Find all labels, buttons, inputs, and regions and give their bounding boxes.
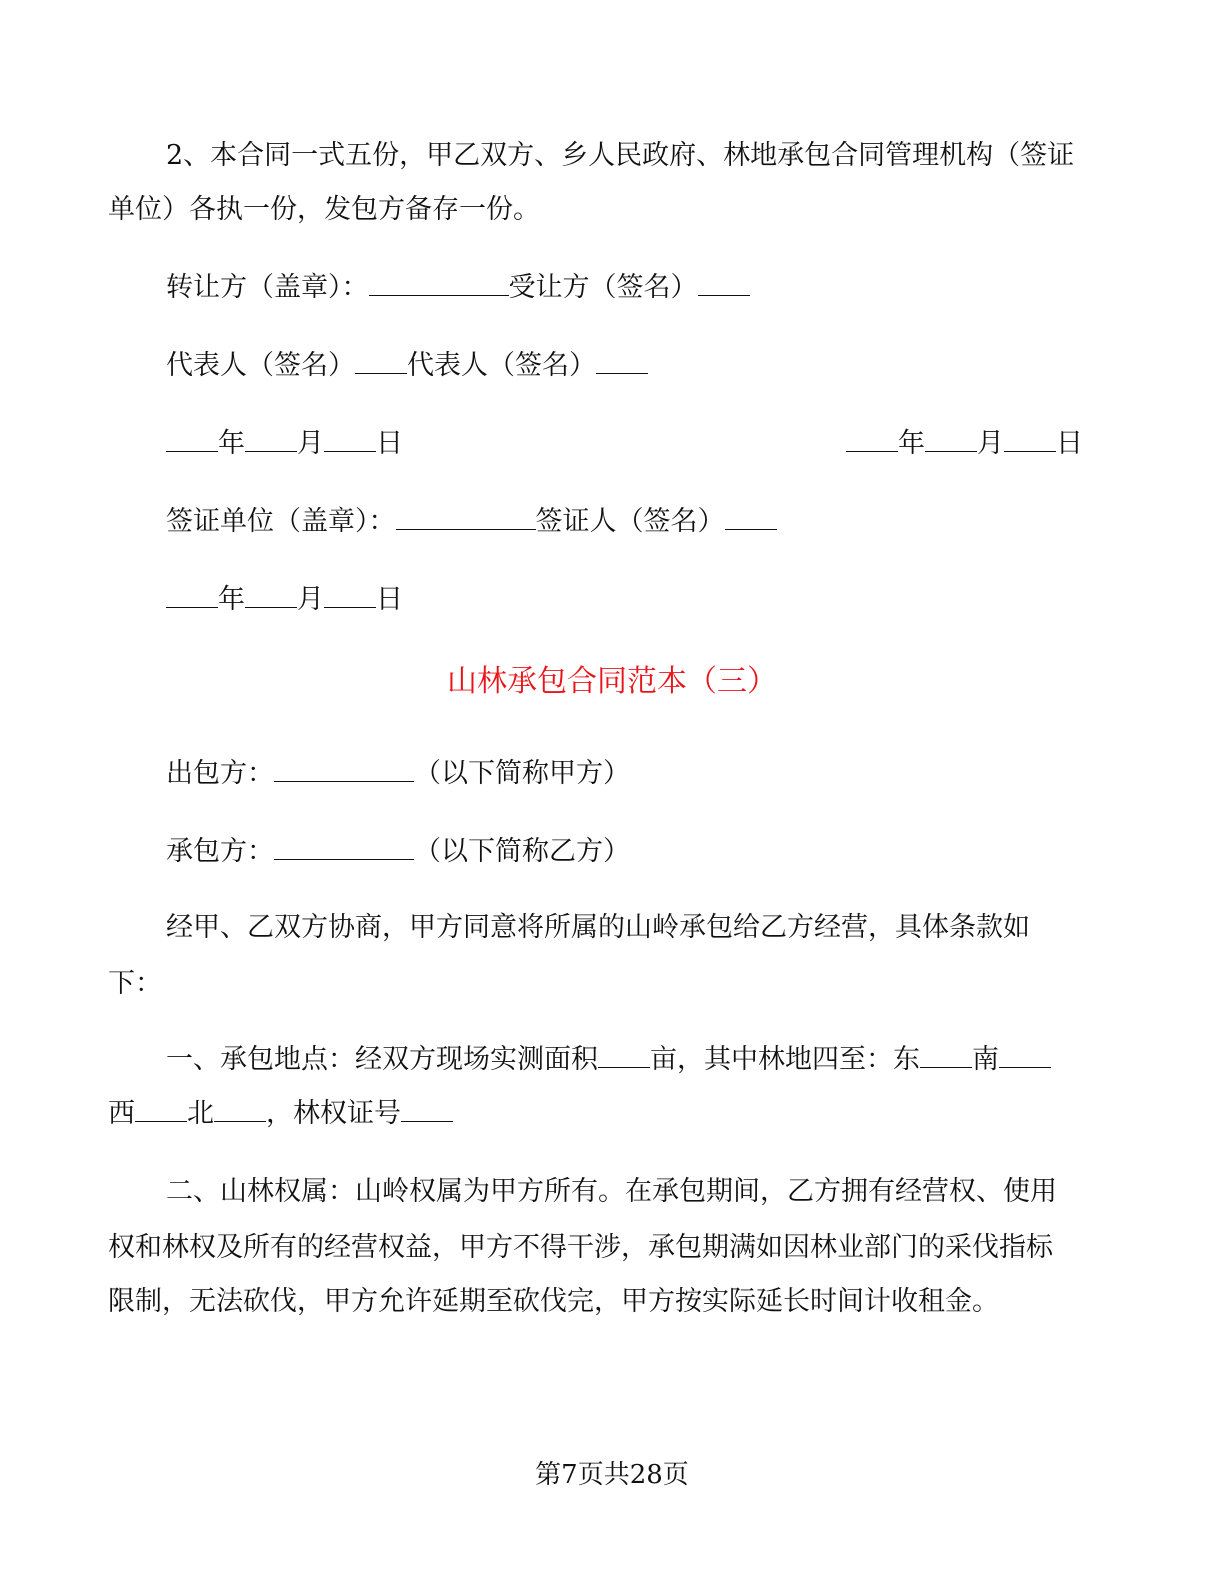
clause-text: 一、承包地点：经双方现场实测面积 xyxy=(166,1044,598,1075)
day-label: 日 xyxy=(376,428,403,459)
blank-field xyxy=(166,429,218,452)
blank-field xyxy=(999,1045,1051,1068)
section-heading: 山林承包合同范本（三） xyxy=(447,664,777,699)
blank-field xyxy=(846,429,898,452)
contractor-label: 承包方： xyxy=(166,836,274,867)
paragraph-text: 经甲、乙双方协商，甲方同意将所属的山岭承包给乙方经营，具体条款如 xyxy=(166,912,1030,943)
paragraph-copies-line-2 xyxy=(108,194,540,226)
clause-text: 南 xyxy=(972,1044,999,1075)
intro-line-1 xyxy=(166,912,1030,944)
cert-person-label: 签证人（签名） xyxy=(535,506,725,537)
cert-unit-label: 签证单位（盖章）： xyxy=(166,506,396,537)
year-label: 年 xyxy=(218,584,245,615)
blank-field xyxy=(274,759,414,782)
blank-field xyxy=(245,429,297,452)
blank-field xyxy=(166,585,218,608)
date-line-cert xyxy=(166,584,403,616)
blank-field xyxy=(369,273,509,296)
blank-field xyxy=(135,1099,187,1122)
clause-text: 二、山林权属：山岭权属为甲方所有。在承包期间，乙方拥有经营权、使用 xyxy=(166,1176,1057,1207)
page-number-footer: 第7页共28页 xyxy=(535,1460,689,1490)
clause-text: ，林权证号 xyxy=(266,1098,401,1129)
blank-field xyxy=(925,429,977,452)
blank-field xyxy=(245,585,297,608)
clause-text: 限制，无法砍伐，甲方允许延期至砍伐完，甲方按实际延长时间计收租金。 xyxy=(108,1286,999,1317)
blank-field xyxy=(324,585,376,608)
date-line-right xyxy=(846,428,1083,460)
paragraph-text: 单位）各执一份，发包方备存一份。 xyxy=(108,194,540,225)
blank-field xyxy=(1004,429,1056,452)
paragraph-text: 下： xyxy=(108,968,162,999)
clause-text: 权和林权及所有的经营权益，甲方不得干涉，承包期满如因林业部门的采伐指标 xyxy=(108,1232,1053,1263)
month-label: 月 xyxy=(297,428,324,459)
blank-field xyxy=(396,507,536,530)
representative-line xyxy=(166,350,648,382)
clause-2-line-2 xyxy=(108,1232,1053,1264)
blank-field xyxy=(596,351,648,374)
year-label: 年 xyxy=(898,428,925,459)
clause-1-line-2 xyxy=(108,1098,453,1130)
representative-label: 代表人（签名） xyxy=(166,350,355,381)
paragraph-copies-line-1 xyxy=(166,140,1074,172)
contractor-line xyxy=(166,836,630,868)
signature-transferor-line xyxy=(166,272,750,304)
issuer-suffix: （以下简称甲方） xyxy=(414,758,630,789)
day-label: 日 xyxy=(376,584,403,615)
clause-1-line-1 xyxy=(166,1044,1051,1076)
blank-field xyxy=(920,1045,972,1068)
blank-field xyxy=(725,507,777,530)
representative-label: 代表人（签名） xyxy=(407,350,596,381)
month-label: 月 xyxy=(977,428,1004,459)
transferor-label: 转让方（盖章）： xyxy=(166,272,369,303)
blank-field xyxy=(598,1045,650,1068)
transferee-label: 受让方（签名） xyxy=(508,272,698,303)
issuer-label: 出包方： xyxy=(166,758,274,789)
paragraph-text: 2、本合同一式五份，甲乙双方、乡人民政府、林地承包合同管理机构（签证 xyxy=(166,140,1075,171)
blank-field xyxy=(355,351,407,374)
day-label: 日 xyxy=(1056,428,1083,459)
contractor-suffix: （以下简称乙方） xyxy=(414,836,630,867)
clause-text: 西 xyxy=(108,1098,135,1129)
year-label: 年 xyxy=(218,428,245,459)
clause-text: 北 xyxy=(187,1098,214,1129)
blank-field xyxy=(214,1099,266,1122)
intro-line-2 xyxy=(108,968,162,1000)
clause-2-line-3 xyxy=(108,1286,999,1318)
blank-field xyxy=(698,273,750,296)
certification-line xyxy=(166,506,777,538)
clause-2-line-1 xyxy=(166,1176,1057,1208)
date-line-left xyxy=(166,428,403,460)
blank-field xyxy=(274,837,414,860)
issuer-line xyxy=(166,758,630,790)
clause-text: 亩，其中林地四至：东 xyxy=(650,1044,920,1075)
month-label: 月 xyxy=(297,584,324,615)
blank-field xyxy=(324,429,376,452)
blank-field xyxy=(401,1099,453,1122)
